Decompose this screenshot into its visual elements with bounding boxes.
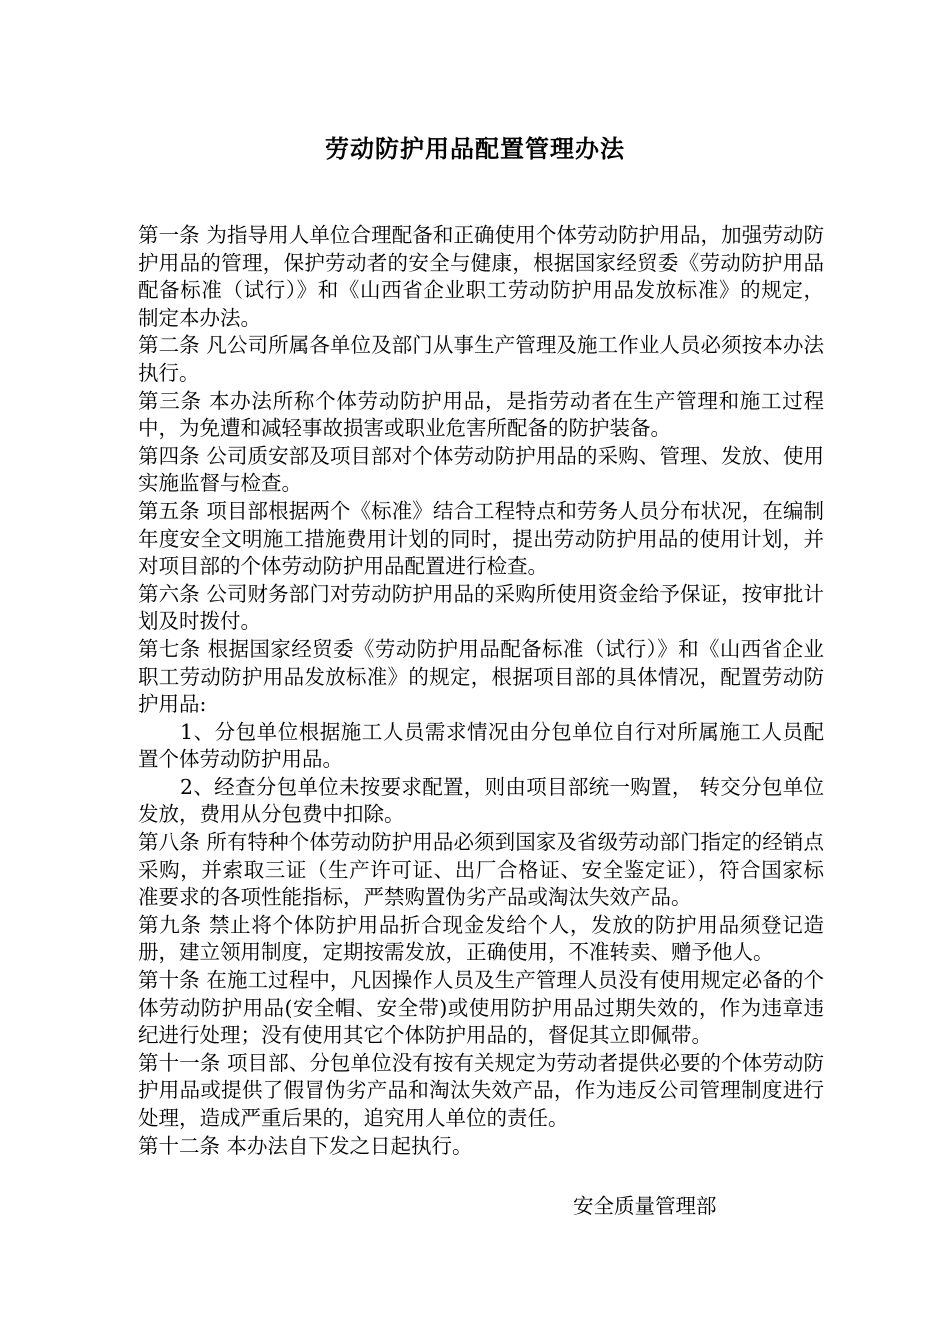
article-4: 第四条 公司质安部及项目部对个体劳动防护用品的采购、管理、发放、使用实施监督与检查。 — [138, 443, 824, 496]
issuing-department: 安全质量管理部 — [573, 1194, 717, 1218]
article-8: 第八条 所有特种个体劳动防护用品必须到国家及省级劳动部门指定的经销点采购，并索取三证（生产许可证、出厂合格证、安全鉴定证），符合国家标准要求的各项性能指标，严禁购置伪劣产品或淘汰失效产品。 — [138, 830, 824, 910]
article-6: 第六条 公司财务部门对劳动防护用品的采购所使用资金给予保证，按审批计划及时拨付。 — [138, 581, 824, 634]
article-7: 第七条 根据国家经贸委《劳动防护用品配备标准（试行）》和《山西省企业职工劳动防护用品发放标准》的规定，根据项目部的具体情况，配置劳动防护用品: — [138, 636, 824, 717]
article-9: 第九条 禁止将个体防护用品折合现金发给个人，发放的防护用品须登记造册，建立领用制度，定期按需发放，正确使用，不准转卖、赠予他人。 — [138, 912, 824, 965]
article-3: 第三条 本办法所称个体劳动防护用品，是指劳动者在生产管理和施工过程中，为免遭和减轻事故损害或职业危害所配备的防护装备。 — [138, 388, 824, 441]
article-12: 第十二条 本办法自下发之日起执行。 — [138, 1133, 473, 1158]
article-7-item-1: 1、分包单位根据施工人员需求情况由分包单位自行对所属施工人员配置个体劳动防护用品。 — [138, 719, 824, 772]
article-2: 第二条 凡公司所属各单位及部门从事生产管理及施工作业人员必须按本办法执行。 — [138, 333, 824, 385]
article-10: 第十条 在施工过程中，凡因操作人员及生产管理人员没有使用规定必备的个体劳动防护用品(安全帽、安全带)或使用防护用品过期失效的，作为违章违纪进行处理；没有使用其它个体防护用品的，督促其立即佩带。 — [138, 968, 824, 1048]
document-title: 劳动防护用品配置管理办法 — [325, 134, 625, 163]
article-1: 第一条 为指导用人单位合理配备和正确使用个体劳动防护用品，加强劳动防护用品的管理，保护劳动者的安全与健康，根据国家经贸委《劳动防护用品配备标准（试行）》和《山西省企业职工劳动防护用品发放标准》的规定，制定本办法。 — [138, 223, 824, 330]
document-body — [138, 222, 824, 1160]
article-7-item-2: 2、经查分包单位未按要求配置，则由项目部统一购置， 转交分包单位发放，费用从分包费中扣除。 — [138, 774, 824, 827]
article-5: 第五条 项目部根据两个《标准》结合工程特点和劳务人员分布状况，在编制年度安全文明施工措施费用计划的同时，提出劳动防护用品的使用计划，并对项目部的个体劳动防护用品配置进行检查。 — [138, 498, 824, 579]
article-11: 第十一条 项目部、分包单位没有按有关规定为劳动者提供必要的个体劳动防护用品或提供了假冒伪劣产品和淘汰失效产品，作为违反公司管理制度进行处理，造成严重后果的，追究用人单位的责任。 — [138, 1050, 824, 1130]
